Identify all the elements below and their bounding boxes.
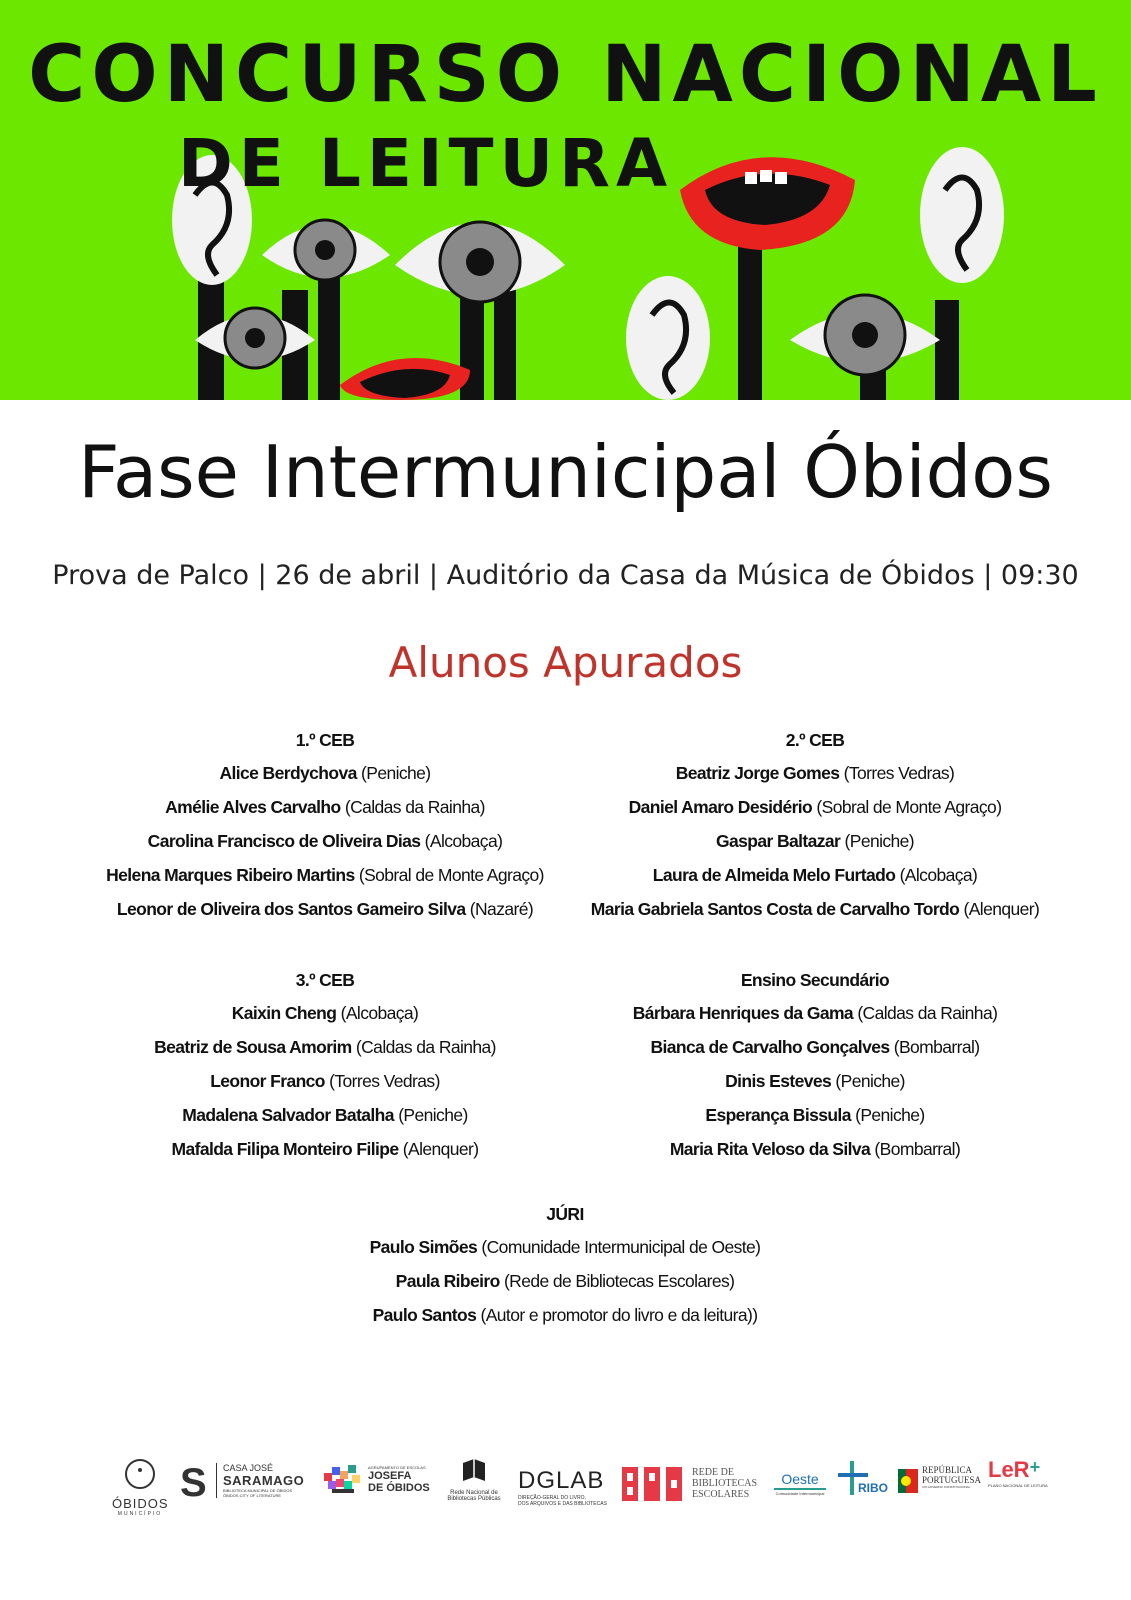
ear-icon: [626, 276, 710, 400]
oeste-logo: [770, 1471, 830, 1496]
list-item: [560, 1038, 1070, 1072]
event-details: Prova de Palco | 26 de abril | Auditório da Casa da Música de Óbidos | 09:30: [52, 560, 1079, 591]
student-name: Bianca de Carvalho Gonçalves: [650, 1037, 890, 1057]
list-item: [560, 764, 1070, 798]
student-name: Gaspar Baltazar: [715, 831, 841, 851]
saramago-s-icon: S: [180, 1461, 207, 1505]
student-location: (Alcobaça): [899, 865, 978, 885]
list-item: [560, 1106, 1070, 1140]
list-item: [60, 866, 590, 900]
group-secundario: [560, 970, 1070, 1174]
student-name: Maria Rita Veloso da Silva: [669, 1139, 871, 1159]
jury-name: Paula Ribeiro: [395, 1271, 500, 1291]
section-title: Alunos Apurados: [388, 638, 743, 687]
group-1ceb: [60, 730, 590, 934]
josefa-l1: AGRUPAMENTO DE ESCOLAS: [368, 1465, 426, 1470]
group-heading: 1.º CEB: [295, 730, 355, 750]
ler-logo: [988, 1457, 1048, 1488]
student-location: (Peniche): [844, 831, 915, 851]
rnbp-l1: Rede Nacional de: [450, 1490, 498, 1496]
student-location: (Peniche): [835, 1071, 905, 1091]
student-name: Laura de Almeida Melo Furtado: [652, 865, 896, 885]
jury-affiliation: (Autor e promotor do livro e da leitura)): [480, 1305, 758, 1325]
dglab-logo: [518, 1467, 608, 1507]
ribo-name: RIBO: [858, 1481, 888, 1495]
student-location: (Sobral de Monte Agraço): [816, 797, 1002, 817]
rbe-l2: BIBLIOTECAS: [692, 1478, 757, 1489]
obidos-emblem-icon: [123, 1457, 157, 1491]
student-name: Bárbara Henriques da Gama: [632, 1003, 854, 1023]
jury-name: Paulo Santos: [372, 1305, 477, 1325]
republica-l2: PORTUGUESA: [922, 1475, 981, 1485]
book-icon: [459, 1455, 489, 1485]
group-heading: JÚRI: [546, 1204, 584, 1224]
jury-affiliation: (Comunidade Intermunicipal de Oeste): [481, 1237, 761, 1257]
student-name: Esperança Bissula: [705, 1105, 851, 1125]
list-item: [60, 1038, 590, 1072]
obidos-logo-sub: MUNICÍPIO: [117, 1511, 163, 1517]
saramago-l1: CASA JOSÉ: [223, 1463, 274, 1473]
eye-icon: [262, 220, 390, 280]
student-name: Leonor Franco: [210, 1071, 325, 1091]
dglab-name: DGLAB: [518, 1467, 605, 1494]
jury-name: Paulo Simões: [369, 1237, 478, 1257]
republica-l3: XXI GOVERNO CONSTITUCIONAL: [922, 1485, 971, 1489]
saramago-l2: SARAMAGO: [223, 1473, 305, 1488]
dglab-l1: DIREÇÃO-GERAL DO LIVRO,: [518, 1495, 586, 1501]
josefa-l3: DE ÓBIDOS: [368, 1482, 430, 1494]
group-juri: [300, 1204, 830, 1340]
student-name: Beatriz de Sousa Amorim: [154, 1037, 352, 1057]
school-mosaic-icon: [322, 1463, 364, 1499]
republica-l1: REPÚBLICA: [922, 1465, 973, 1475]
list-item: [60, 1072, 590, 1106]
list-item: [60, 1140, 590, 1174]
ler-name: LeR: [988, 1457, 1030, 1482]
student-name: Alice Berdychova: [219, 763, 357, 783]
ler-plus: +: [1029, 1457, 1041, 1477]
student-location: (Alcobaça): [424, 831, 503, 851]
group-2ceb: [560, 730, 1070, 934]
list-item: [60, 1004, 590, 1038]
obidos-logo: [112, 1457, 168, 1517]
student-location: (Caldas da Rainha): [344, 797, 485, 817]
oeste-name: Oeste: [781, 1471, 819, 1487]
list-item: [560, 1140, 1070, 1174]
student-name: Carolina Francisco de Oliveira Dias: [147, 831, 421, 851]
student-location: (Alenquer): [402, 1139, 479, 1159]
list-item: [560, 866, 1070, 900]
student-location: (Caldas da Rainha): [355, 1037, 496, 1057]
student-name: Mafalda Filipa Monteiro Filipe: [171, 1139, 399, 1159]
student-location: (Peniche): [855, 1105, 925, 1125]
group-3ceb: [60, 970, 590, 1174]
student-location: (Sobral de Monte Agraço): [358, 865, 544, 885]
list-item: [560, 1072, 1070, 1106]
student-location: (Torres Vedras): [329, 1071, 440, 1091]
list-item: [300, 1272, 830, 1306]
banner-illustration: [0, 0, 1131, 400]
rbe-mark-icon: [622, 1467, 684, 1501]
list-item: [560, 798, 1070, 832]
list-item: [60, 798, 590, 832]
student-location: (Nazaré): [469, 899, 534, 919]
student-location: (Bombarral): [893, 1037, 980, 1057]
student-location: (Peniche): [398, 1105, 468, 1125]
student-name: Dinis Esteves: [725, 1071, 832, 1091]
student-name: Beatriz Jorge Gomes: [675, 763, 840, 783]
student-name: Helena Marques Ribeiro Martins: [106, 865, 355, 885]
group-heading: 2.º CEB: [785, 730, 845, 750]
student-location: (Peniche): [361, 763, 431, 783]
eye-icon: [790, 295, 940, 375]
rbe-l3: ESCOLARES: [692, 1489, 750, 1500]
list-item: [560, 1004, 1070, 1038]
student-location: (Alenquer): [963, 899, 1040, 919]
list-item: [300, 1306, 830, 1340]
rnbp-logo: [445, 1455, 503, 1502]
student-name: Amélie Alves Carvalho: [165, 797, 341, 817]
student-name: Leonor de Oliveira dos Santos Gameiro Silva: [116, 899, 466, 919]
eye-icon: [395, 222, 565, 302]
oeste-sub: Comunidade Intermunicipal: [775, 1491, 825, 1496]
list-item: [60, 832, 590, 866]
josefa-l2: JOSEFA: [368, 1470, 412, 1482]
list-item: [60, 764, 590, 798]
rbe-l1: REDE DE: [692, 1467, 734, 1478]
saramago-l3: BIBLIOTECA MUNICIPAL DE ÓBIDOS: [223, 1488, 293, 1493]
banner-title-line1: CONCURSO NACIONAL: [28, 30, 1103, 120]
student-name: Madalena Salvador Batalha: [182, 1105, 394, 1125]
portugal-flag-icon: [898, 1469, 918, 1493]
partner-logos: [0, 1455, 1131, 1535]
obidos-logo-name: ÓBIDOS: [112, 1496, 169, 1511]
group-heading: 3.º CEB: [295, 970, 355, 990]
banner-title-line2: DE LEITURA: [177, 125, 674, 202]
student-location: (Caldas da Rainha): [857, 1003, 998, 1023]
jury-affiliation: (Rede de Bibliotecas Escolares): [503, 1271, 735, 1291]
list-item: [60, 900, 590, 934]
mouth-icon: [340, 358, 470, 400]
list-item: [560, 832, 1070, 866]
student-name: Kaixin Cheng: [231, 1003, 337, 1023]
rnbp-l2: Bibliotecas Públicas: [447, 1496, 501, 1502]
student-location: (Torres Vedras): [843, 763, 955, 783]
saramago-l4: ÓBIDOS CITY OF LITERATURE: [223, 1493, 282, 1498]
dglab-l2: DOS ARQUIVOS E DAS BIBLIOTECAS: [518, 1501, 607, 1507]
list-item: [560, 900, 1070, 934]
ler-sub: PLANO NACIONAL DE LEITURA: [988, 1483, 1048, 1488]
student-location: (Bombarral): [874, 1139, 961, 1159]
list-item: [300, 1238, 830, 1272]
group-heading: Ensino Secundário: [740, 970, 890, 990]
student-name: Maria Gabriela Santos Costa de Carvalho Tordo: [590, 899, 960, 919]
student-name: Daniel Amaro Desidério: [628, 797, 813, 817]
list-item: [60, 1106, 590, 1140]
student-location: (Alcobaça): [340, 1003, 419, 1023]
page-title: Fase Intermunicipal Óbidos: [78, 430, 1053, 514]
